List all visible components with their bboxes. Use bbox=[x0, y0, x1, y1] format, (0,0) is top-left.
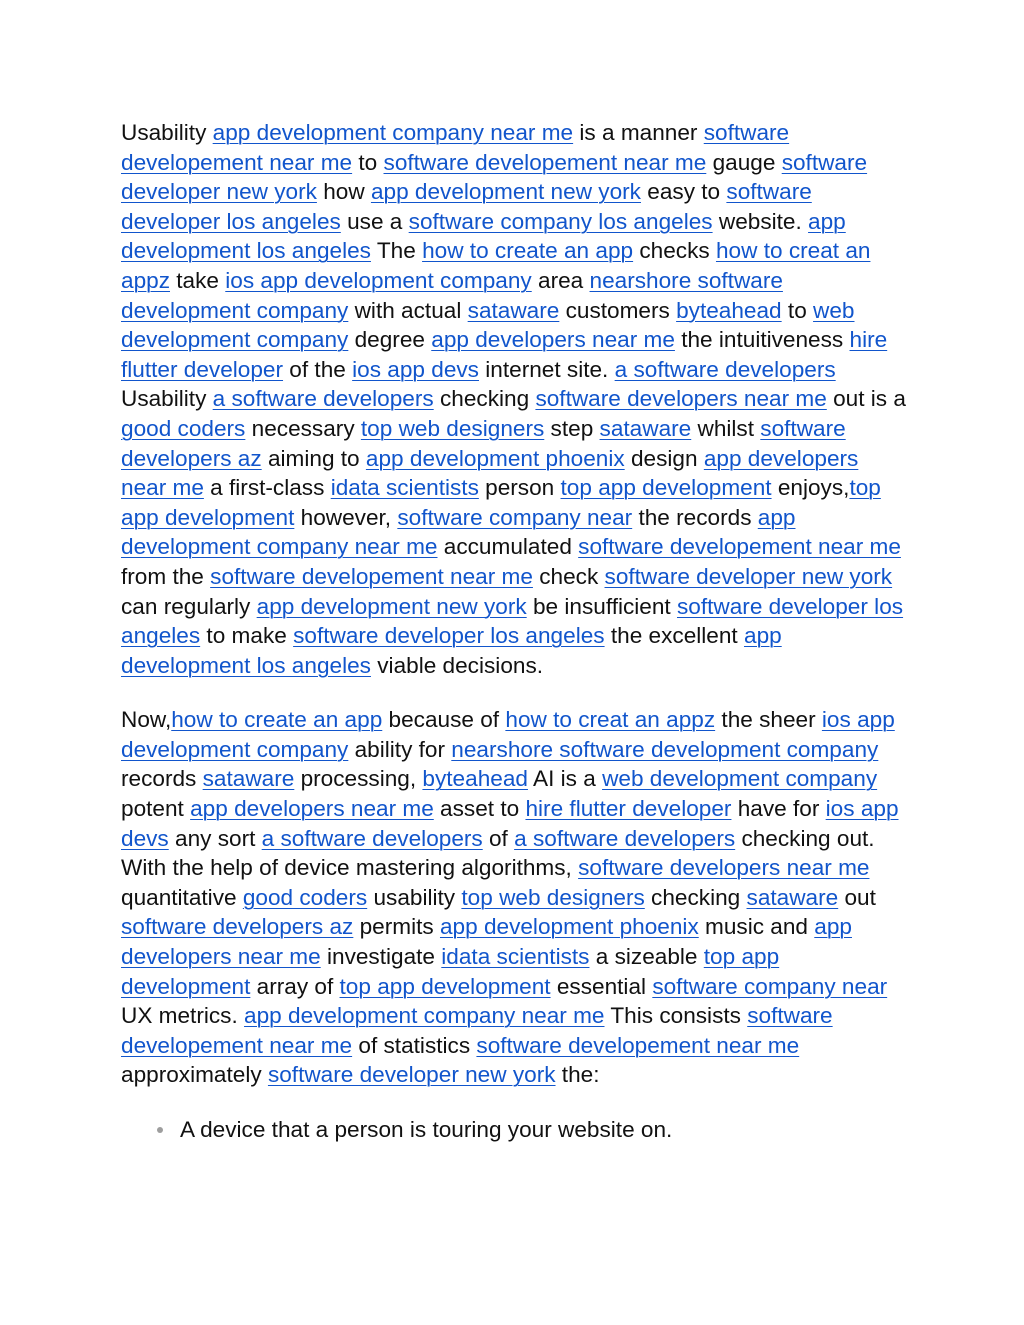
body-text: aiming to bbox=[261, 445, 366, 471]
body-text: gauge bbox=[706, 149, 782, 175]
body-text: the sheer bbox=[715, 707, 822, 733]
body-text: internet site. bbox=[478, 356, 615, 382]
bullet-list bbox=[121, 1115, 907, 1145]
inline-link[interactable]: ios app development company bbox=[121, 707, 895, 762]
inline-link[interactable]: software developer los angeles bbox=[293, 623, 605, 649]
body-text: checking bbox=[644, 884, 747, 910]
body-text: music and bbox=[698, 914, 815, 940]
inline-link[interactable]: how to creat an appz bbox=[121, 238, 871, 293]
inline-link[interactable]: software developement near me bbox=[578, 534, 901, 560]
inline-link[interactable]: app developers near me bbox=[190, 796, 434, 822]
body-text: processing, bbox=[294, 766, 423, 792]
inline-link[interactable]: web development company bbox=[602, 766, 878, 792]
body-text: customers bbox=[559, 297, 677, 323]
body-text: This consists bbox=[604, 1003, 748, 1029]
body-text: approximately bbox=[121, 1062, 268, 1088]
inline-link[interactable]: software developers near me bbox=[578, 855, 870, 881]
inline-link[interactable]: hire flutter developer bbox=[121, 327, 888, 382]
inline-link[interactable]: software developer los angeles bbox=[121, 593, 904, 649]
inline-link[interactable]: app development company near me bbox=[212, 120, 574, 145]
body-text: take bbox=[170, 267, 226, 293]
body-text: investigate bbox=[320, 944, 442, 970]
body-text: from the bbox=[121, 563, 211, 589]
inline-link[interactable]: top app development bbox=[121, 475, 881, 530]
body-text: to bbox=[352, 149, 384, 175]
body-text: because of bbox=[382, 707, 506, 733]
inline-link[interactable]: how to create an app bbox=[422, 238, 634, 264]
inline-link[interactable]: nearshore software development company bbox=[451, 736, 879, 762]
inline-link[interactable]: app development company near me bbox=[244, 1003, 605, 1029]
inline-link[interactable]: app development new york bbox=[370, 179, 641, 205]
inline-link[interactable]: software developer new york bbox=[121, 149, 868, 205]
inline-link[interactable]: web development company bbox=[121, 297, 855, 353]
inline-link[interactable]: top web designers bbox=[461, 884, 645, 910]
inline-link[interactable]: software developers az bbox=[121, 415, 846, 471]
inline-link[interactable]: software developer new york bbox=[604, 563, 893, 589]
body-text: quantitative bbox=[121, 884, 243, 910]
inline-link[interactable]: app developers near me bbox=[121, 445, 859, 501]
inline-link[interactable]: top app development bbox=[121, 944, 780, 999]
inline-link[interactable]: byteahead bbox=[676, 297, 782, 323]
body-text: Usability bbox=[121, 120, 213, 145]
body-text: UX metrics. bbox=[121, 1003, 245, 1029]
inline-link[interactable]: ios app devs bbox=[352, 356, 479, 382]
inline-link[interactable]: app developers near me bbox=[431, 327, 675, 353]
body-text: the intuitiveness bbox=[674, 327, 850, 353]
body-text: array of bbox=[250, 973, 340, 999]
body-text: check bbox=[532, 563, 605, 589]
body-text: of bbox=[482, 825, 515, 851]
inline-link[interactable]: a software developers bbox=[614, 356, 836, 382]
inline-link[interactable]: software developement near me bbox=[210, 563, 533, 589]
body-text: asset to bbox=[433, 796, 526, 822]
paragraph bbox=[121, 705, 907, 1090]
inline-link[interactable]: software developement near me bbox=[121, 1003, 833, 1058]
body-text: The bbox=[370, 238, 423, 264]
body-text: a first-class bbox=[203, 475, 331, 501]
body-text: permits bbox=[353, 914, 440, 940]
body-text: checking out. With the help of device mastering algorithms, bbox=[121, 825, 875, 881]
body-text: records bbox=[121, 766, 203, 792]
inline-link[interactable]: ios app development company bbox=[225, 267, 532, 293]
body-text: to bbox=[781, 297, 814, 323]
paragraph bbox=[121, 118, 907, 680]
body-text: step bbox=[544, 415, 600, 441]
body-text: AI is a bbox=[527, 766, 603, 792]
inline-link[interactable]: app development phoenix bbox=[439, 914, 699, 940]
body-text: be insufficient bbox=[526, 593, 677, 619]
inline-link[interactable]: idata scientists bbox=[441, 944, 590, 970]
body-text: however, bbox=[294, 504, 398, 530]
body-text: with actual bbox=[348, 297, 468, 323]
inline-link[interactable]: idata scientists bbox=[330, 475, 479, 501]
body-text: out is a bbox=[826, 386, 906, 412]
inline-link[interactable]: top web designers bbox=[360, 415, 545, 441]
body-text: the: bbox=[555, 1062, 600, 1088]
inline-link[interactable]: software company near bbox=[397, 504, 633, 530]
list-item-text: A device that a person is touring your website on. bbox=[180, 1117, 673, 1142]
body-text: ability for bbox=[348, 736, 452, 762]
inline-link[interactable]: nearshore software development company bbox=[121, 267, 783, 323]
inline-link[interactable]: sataware bbox=[746, 884, 839, 910]
inline-link[interactable]: app development los angeles bbox=[121, 623, 782, 678]
body-text: easy to bbox=[640, 179, 727, 205]
inline-link[interactable]: software developement near me bbox=[383, 149, 707, 175]
inline-link[interactable]: good coders bbox=[242, 884, 368, 910]
inline-link[interactable]: software developement near me bbox=[476, 1032, 800, 1058]
body-text: essential bbox=[550, 973, 653, 999]
body-text: is a manner bbox=[573, 120, 704, 145]
body-text: use a bbox=[340, 208, 409, 234]
inline-link[interactable]: a software developers bbox=[212, 386, 434, 412]
body-text: a sizeable bbox=[589, 944, 704, 970]
body-text: how bbox=[316, 179, 371, 205]
inline-link[interactable]: app development company near me bbox=[121, 504, 796, 560]
body-text: checks bbox=[633, 238, 716, 264]
inline-link[interactable]: app development phoenix bbox=[365, 445, 625, 471]
inline-link[interactable]: byteahead bbox=[422, 766, 528, 792]
body-text: accumulated bbox=[437, 534, 579, 560]
body-text: the excellent bbox=[604, 623, 744, 649]
inline-link[interactable]: software company los angeles bbox=[408, 208, 713, 234]
body-text: potent bbox=[121, 796, 191, 822]
body-text: necessary bbox=[245, 415, 361, 441]
body-text: the records bbox=[632, 504, 758, 530]
body-text: degree bbox=[348, 327, 432, 353]
document-page bbox=[121, 118, 907, 1145]
inline-link[interactable]: ios app devs bbox=[121, 796, 899, 851]
inline-link[interactable]: top app development bbox=[339, 973, 551, 999]
body-text: whilst bbox=[691, 415, 761, 441]
body-text: area bbox=[531, 267, 590, 293]
inline-link[interactable]: software developers az bbox=[121, 914, 354, 940]
inline-link[interactable]: how to create an app bbox=[171, 707, 383, 733]
document-body bbox=[121, 118, 907, 1090]
inline-link[interactable]: top app development bbox=[560, 475, 772, 501]
inline-link[interactable]: good coders bbox=[121, 415, 246, 441]
body-text: of statistics bbox=[352, 1032, 477, 1058]
body-text: website. bbox=[712, 208, 809, 234]
inline-link[interactable]: app development los angeles bbox=[121, 208, 846, 264]
inline-link[interactable]: sataware bbox=[467, 297, 560, 323]
body-text: Now, bbox=[121, 707, 172, 733]
body-text: Usability bbox=[121, 386, 213, 412]
inline-link[interactable]: how to creat an appz bbox=[505, 707, 716, 733]
bullet-dot-icon bbox=[157, 1127, 163, 1133]
body-text: person bbox=[478, 475, 561, 501]
inline-link[interactable]: a software developers bbox=[514, 825, 736, 851]
inline-link[interactable]: app development new york bbox=[256, 593, 527, 619]
body-text: can regularly bbox=[121, 593, 257, 619]
inline-link[interactable]: software developer los angeles bbox=[121, 179, 812, 234]
body-text: usability bbox=[367, 884, 462, 910]
list-item bbox=[121, 1115, 907, 1145]
inline-link[interactable]: app developers near me bbox=[121, 914, 852, 970]
inline-link[interactable]: a software developers bbox=[261, 825, 483, 851]
body-text: viable decisions. bbox=[370, 652, 544, 678]
body-text: any sort bbox=[168, 825, 262, 851]
body-text: enjoys, bbox=[771, 475, 850, 501]
body-text: have for bbox=[731, 796, 826, 822]
body-text: design bbox=[624, 445, 704, 471]
body-text: out bbox=[838, 884, 876, 910]
body-text: of the bbox=[283, 356, 353, 382]
inline-link[interactable]: software developers near me bbox=[535, 386, 827, 412]
inline-link[interactable]: software company near bbox=[652, 973, 888, 999]
body-text: to make bbox=[200, 623, 294, 649]
inline-link[interactable]: sataware bbox=[599, 415, 692, 441]
body-text: checking bbox=[433, 386, 536, 412]
inline-link[interactable]: hire flutter developer bbox=[525, 796, 732, 822]
inline-link[interactable]: software developement near me bbox=[121, 120, 790, 175]
inline-link[interactable]: software developer new york bbox=[267, 1062, 556, 1088]
inline-link[interactable]: sataware bbox=[202, 766, 295, 792]
